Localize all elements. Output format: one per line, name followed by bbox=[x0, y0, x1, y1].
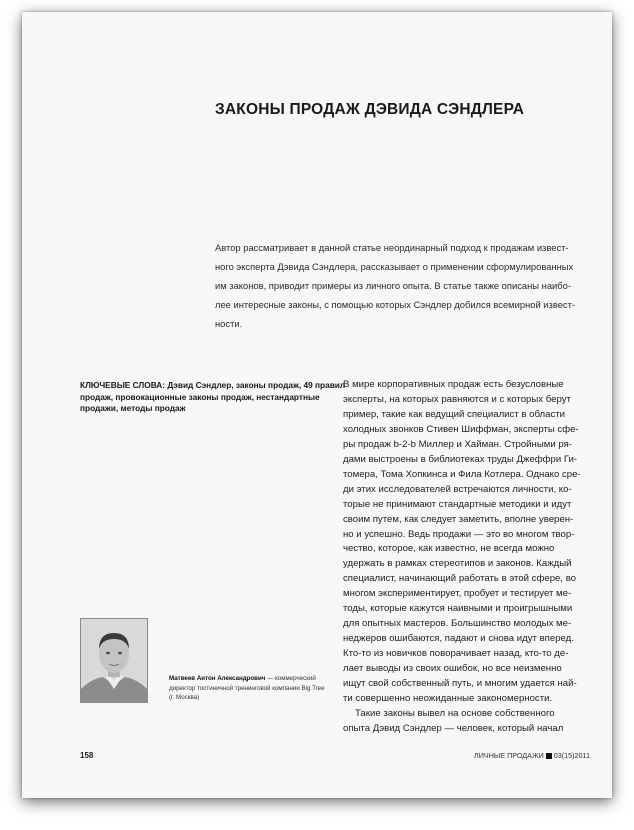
square-bullet-icon bbox=[546, 753, 552, 759]
body-line: ти совершенно неожиданные закономерности. bbox=[343, 693, 553, 705]
article-body bbox=[343, 378, 588, 737]
magazine-page bbox=[22, 12, 612, 798]
body-line: для опытных мастеров. Большинство молодых ме- bbox=[343, 618, 572, 630]
author-line bbox=[169, 674, 319, 684]
body-line: специалист, начинающий работать в этой сфере, во bbox=[343, 573, 577, 585]
body-line: эксперты, на которых равняются и с которых берут bbox=[343, 393, 571, 405]
article-title: ЗАКОНЫ ПРОДАЖ ДЭВИДА СЭНДЛЕРА bbox=[215, 101, 525, 118]
page-number: 158 bbox=[80, 751, 94, 760]
body-line: пример, такие как ведущий специалист в области bbox=[343, 408, 566, 420]
body-line: тоды, которые кажутся наивными и проигрышными bbox=[343, 603, 573, 615]
abstract-line: ности. bbox=[215, 318, 243, 329]
body-line: дами выстроены в библиотеках труды Джеффри Ги- bbox=[343, 453, 578, 465]
author-city: (г. Москва) bbox=[169, 694, 200, 701]
author-role: — коммерческий bbox=[265, 675, 316, 682]
body-line: торые не принимают стандартные методики и идут bbox=[343, 498, 572, 510]
author-caption bbox=[169, 674, 325, 703]
body-line: удержать в рамках стереотипов и законов. Каждый bbox=[343, 558, 572, 570]
body-line: опыта Дэвид Сэндлер — человек, который начал bbox=[343, 722, 564, 734]
article-abstract bbox=[215, 238, 603, 333]
abstract-line: ного эксперта Дэвида Сэндлера, рассказывает о применении сформулированных bbox=[215, 261, 574, 272]
body-line: В мире корпоративных продаж есть безусловные bbox=[343, 379, 564, 390]
body-line: ищут свой собственный путь, и многим удается най- bbox=[343, 678, 577, 690]
abstract-line: им законов, приводит примеры из личного опыта. В статье также описаны наибо- bbox=[215, 280, 571, 291]
keywords-line: КЛЮЧЕВЫЕ СЛОВА: Дэвид Сэндлер, законы продаж, 49 правил bbox=[80, 380, 346, 390]
running-footer bbox=[474, 751, 590, 760]
body-line: ры продаж b-2-b Миллер и Хайман. Стройными ря- bbox=[343, 438, 572, 450]
keywords-block bbox=[80, 380, 346, 415]
abstract-line: Автор рассматривает в данной статье неординарный подход к продажам извест- bbox=[215, 242, 569, 253]
body-line: холодных звонков Стивен Шиффман, эксперты сфе- bbox=[343, 423, 579, 435]
body-line: своим путем, как следует заметить, вполне уверен- bbox=[343, 513, 574, 525]
issue-number: 03(15)2011 bbox=[553, 751, 590, 760]
author-company: директор тостиничной тренинговой компании Big Tree bbox=[169, 684, 325, 692]
author-name: Матвеев Антон Александрович bbox=[169, 675, 266, 682]
body-line: чество, которое, как известно, не всегда можно bbox=[343, 543, 555, 555]
keywords-line: продажи, методы продаж bbox=[80, 403, 186, 413]
body-line: томера, Тома Хопкинса и Фила Котлера. Однако сре- bbox=[343, 468, 581, 480]
body-line: но и успешно. Ведь продажи — это во многом твор- bbox=[343, 528, 575, 540]
abstract-line: лее интересные законы, с помощью которых Сэндлер добился всемирной извест- bbox=[215, 299, 576, 310]
body-line: Кто-то из новичков поворачивает назад, кто-то де- bbox=[343, 648, 569, 660]
body-line: Такие законы вывел на основе собственного bbox=[355, 707, 555, 719]
body-line: многом экспериментирует, пробует и тестирует ме- bbox=[343, 588, 572, 600]
body-line: неджеров ошибаются, падают и снова идут вперед. bbox=[343, 633, 574, 645]
body-line: ди этих исследователей встречаются личности, ко- bbox=[343, 483, 572, 495]
keywords-line: продаж, провокационные законы продаж, нестандартные bbox=[80, 391, 320, 402]
body-line: лает выводы из своих ошибок, но все неизменно bbox=[343, 663, 562, 675]
magazine-name: ЛИЧНЫЕ ПРОДАЖИ bbox=[474, 751, 544, 760]
author-photo bbox=[80, 618, 148, 703]
